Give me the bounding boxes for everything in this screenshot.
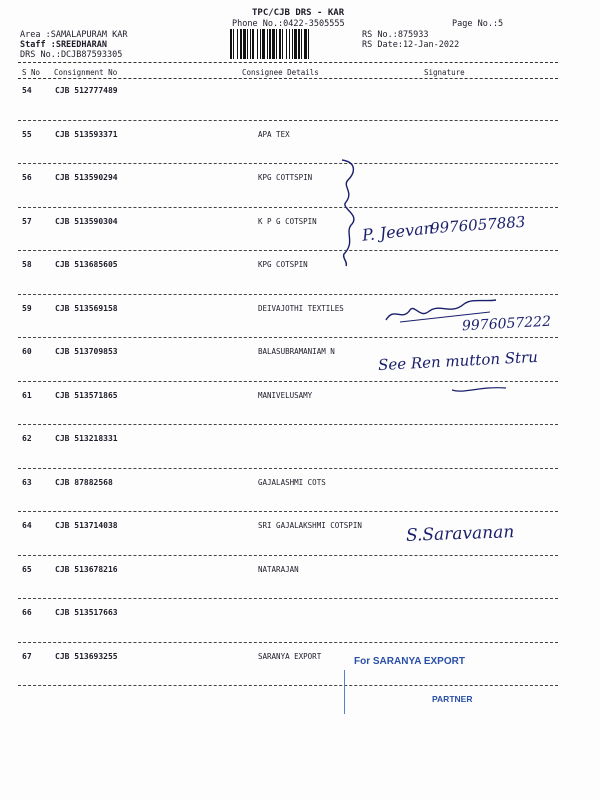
table-row bbox=[0, 385, 600, 429]
row-sno: 57 bbox=[22, 216, 32, 226]
row-consignment-no: CJB 87882568 bbox=[55, 477, 113, 487]
barcode bbox=[230, 29, 358, 59]
staff-label: Staff :SREEDHARAN bbox=[20, 40, 107, 50]
stamp-border-left bbox=[344, 670, 345, 714]
row-consignment-no: CJB 512777489 bbox=[55, 86, 118, 95]
row-divider bbox=[18, 511, 558, 512]
col-consignment-header: Consignment No bbox=[54, 68, 118, 77]
row-sno: 59 bbox=[22, 303, 32, 313]
phone-note-57: 9976057883 bbox=[429, 212, 526, 238]
col-sno-header: S No bbox=[22, 68, 41, 77]
sheet-title: TPC/CJB DRS - KAR bbox=[252, 8, 345, 18]
table-row bbox=[0, 602, 600, 646]
row-consignee: K P G COTSPIN bbox=[258, 216, 317, 226]
row-consignee: DEIVAJOTHI TEXTILES bbox=[258, 303, 344, 313]
row-consignee: GAJALASHMI COTS bbox=[258, 477, 326, 487]
table-row bbox=[0, 559, 600, 603]
table-row bbox=[0, 80, 600, 124]
col-signature-header: Signature bbox=[424, 68, 465, 77]
header-top-rule bbox=[18, 62, 558, 63]
underline-scribble-60 bbox=[450, 382, 510, 396]
rs-date: RS Date:12-Jan-2022 bbox=[362, 40, 460, 50]
row-sno: 66 bbox=[22, 608, 32, 617]
row-consignee: MANIVELUSAMY bbox=[258, 390, 313, 400]
row-consignment-no: CJB 513590304 bbox=[55, 216, 118, 226]
area-label: Area :SAMALAPURAM KAR bbox=[20, 30, 128, 40]
row-divider bbox=[18, 642, 558, 643]
phone-number: Phone No.:0422-3505555 bbox=[232, 19, 345, 29]
stamp-company-name: For SARANYA EXPORT bbox=[354, 656, 465, 667]
row-sno: 63 bbox=[22, 477, 32, 487]
page-number: Page No.:5 bbox=[452, 19, 504, 29]
row-consignment-no: CJB 513517663 bbox=[55, 608, 118, 617]
row-consignee: BALASUBRAMANIAM N bbox=[258, 347, 335, 356]
row-consignment-no: CJB 513569158 bbox=[55, 303, 118, 313]
row-sno: 64 bbox=[22, 521, 32, 530]
note-60: See Ren mutton Stru bbox=[377, 347, 539, 375]
row-consignee: APA TEX bbox=[258, 129, 290, 139]
row-sno: 61 bbox=[22, 390, 32, 400]
row-divider bbox=[18, 250, 558, 251]
table-row bbox=[0, 124, 600, 168]
row-sno: 67 bbox=[22, 651, 32, 661]
header-bottom-rule bbox=[18, 78, 558, 79]
row-consignment-no: CJB 513571865 bbox=[55, 390, 118, 400]
row-sno: 60 bbox=[22, 347, 32, 356]
row-divider bbox=[18, 207, 558, 208]
row-consignment-no: CJB 513709853 bbox=[55, 347, 118, 356]
row-consignment-no: CJB 513693255 bbox=[55, 651, 118, 661]
signature-64: S.Saravanan bbox=[405, 522, 515, 546]
row-consignee: KPG COTSPIN bbox=[258, 260, 308, 269]
row-consignment-no: CJB 513590294 bbox=[55, 173, 118, 182]
row-consignee: SRI GAJALAKSHMI COTSPIN bbox=[258, 521, 362, 530]
row-consignment-no: CJB 513714038 bbox=[55, 521, 118, 530]
table-row bbox=[0, 646, 600, 690]
row-divider bbox=[18, 555, 558, 556]
row-divider bbox=[18, 468, 558, 469]
row-consignment-no: CJB 513593371 bbox=[55, 129, 118, 139]
stamp-partner: PARTNER bbox=[432, 694, 473, 704]
row-sno: 55 bbox=[22, 129, 32, 139]
row-consignment-no: CJB 513218331 bbox=[55, 434, 118, 443]
phone-note-59: 9976057222 bbox=[461, 313, 552, 335]
row-sno: 62 bbox=[22, 434, 32, 443]
brace-scribble bbox=[338, 158, 378, 268]
drs-number: DRS No.:DCJB87593305 bbox=[20, 50, 123, 60]
company-stamp bbox=[344, 652, 494, 722]
row-sno: 58 bbox=[22, 260, 32, 269]
row-consignment-no: CJB 513678216 bbox=[55, 564, 118, 574]
row-sno: 65 bbox=[22, 564, 32, 574]
row-consignee: NATARAJAN bbox=[258, 564, 299, 574]
row-sno: 54 bbox=[22, 86, 32, 95]
row-divider bbox=[18, 120, 558, 121]
barcode-bar bbox=[309, 29, 311, 59]
col-consignee-header: Consignee Details bbox=[242, 68, 319, 77]
row-divider bbox=[18, 337, 558, 338]
row-consignee: KPG COTTSPIN bbox=[258, 173, 313, 182]
table-row bbox=[0, 472, 600, 516]
rs-number: RS No.:875933 bbox=[362, 30, 429, 40]
row-sno: 56 bbox=[22, 173, 32, 182]
row-divider bbox=[18, 424, 558, 425]
row-divider bbox=[18, 598, 558, 599]
signature-57: P. Jeevan bbox=[361, 218, 435, 245]
row-consignment-no: CJB 513685605 bbox=[55, 260, 118, 269]
table-row bbox=[0, 254, 600, 298]
row-consignee: SARANYA EXPORT bbox=[258, 651, 322, 661]
row-divider bbox=[18, 163, 558, 164]
table-row bbox=[0, 428, 600, 472]
table-row bbox=[0, 167, 600, 211]
